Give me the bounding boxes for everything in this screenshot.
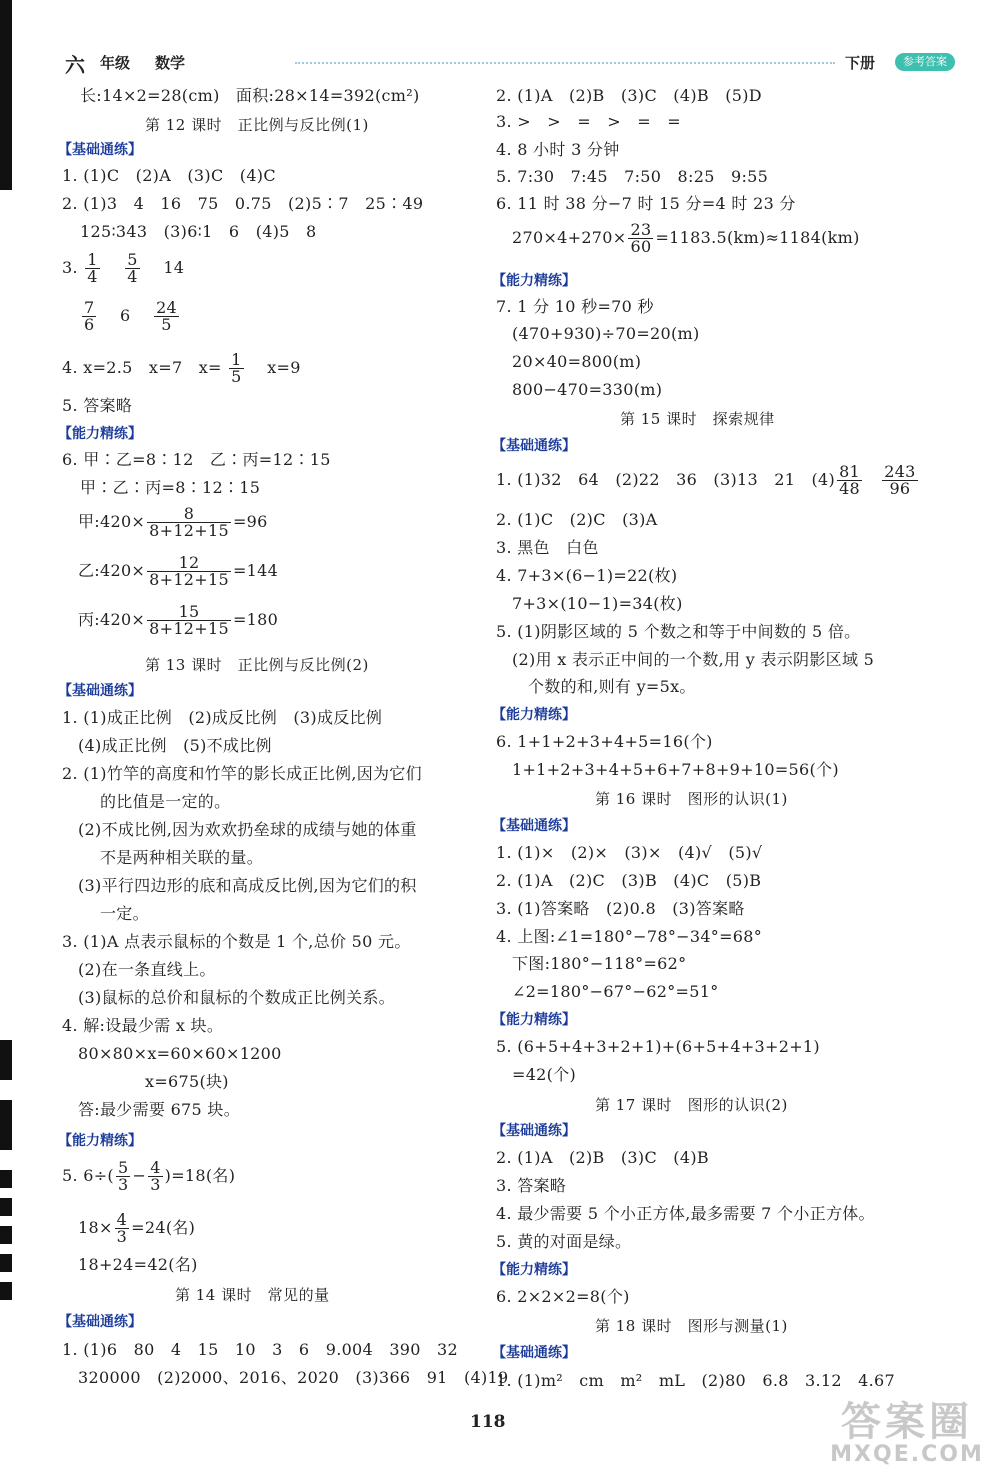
text-line: 的比值是一定的。	[100, 792, 231, 811]
answer-badge: 参考答案	[895, 53, 955, 71]
section-label: 【基础通练】	[58, 1314, 142, 1330]
text-line: 1. (1)m² cm m² mL (2)80 6.8 3.12 4.67	[496, 1371, 895, 1390]
text-line: 2. (1)3 4 16 75 0.75 (2)5∶7 25∶49	[62, 194, 424, 213]
answer-row	[62, 1160, 235, 1193]
text-line: 答:最少需要 675 块。	[78, 1100, 241, 1119]
fraction: $\frac{243}{96}$	[884, 462, 916, 498]
fraction: $\frac{4}{3}$	[116, 1210, 128, 1246]
lesson-title: 第 18 课时 图形与测量(1)	[595, 1317, 788, 1335]
watermark-title: 答案圈	[841, 1399, 973, 1445]
watermark	[822, 1390, 992, 1475]
text-line: (2)不成比例,因为欢欢扔垒球的成绩与她的体重	[78, 820, 417, 839]
header-divider	[295, 62, 835, 64]
answer-text: 270×4+270×	[512, 228, 627, 247]
answer-row	[512, 222, 860, 255]
text-line: 下图:180°−118°=62°	[512, 954, 687, 973]
answer-value: 6	[120, 306, 131, 325]
answer-text: =180	[232, 610, 279, 629]
fraction: $\frac{15}{8+12+15}$	[149, 602, 229, 638]
answer-text: 18×	[78, 1218, 113, 1237]
binding-edge	[0, 0, 14, 1481]
subject-label: 数学	[155, 54, 186, 72]
answer-value: 14	[163, 258, 185, 277]
answer-text: 1. (1)32 64 (2)22 36 (3)13 21 (4)	[496, 470, 836, 489]
grade-char: 六	[65, 53, 85, 77]
text-line: 6. 甲∶乙=8∶12 乙∶丙=12∶15	[62, 450, 331, 469]
fraction: $\frac{12}{8+12+15}$	[149, 553, 229, 589]
text-line: 3. (1)A 点表示鼠标的个数是 1 个,总价 50 元。	[62, 932, 411, 951]
lesson-title: 第 12 课时 正比例与反比例(1)	[145, 116, 369, 134]
text-line: 125∶343 (3)6∶1 6 (4)5 8	[80, 222, 317, 241]
text-line: 个数的和,则有 y=5x。	[528, 677, 696, 696]
text-line: (2)用 x 表示正中间的一个数,用 y 表示阴影区域 5	[512, 650, 875, 669]
text-line: 7. 1 分 10 秒=70 秒	[496, 297, 654, 316]
text-line: 2. (1)A (2)C (3)B (4)C (5)B	[496, 871, 762, 890]
fraction: $\frac{5}{4}$	[127, 250, 138, 286]
fraction: $\frac{5}{3}$	[117, 1158, 129, 1194]
text-line: 2. (1)A (2)B (3)C (4)B (5)D	[496, 86, 762, 105]
text-line: 一定。	[100, 904, 149, 923]
text-line: 4. 最少需要 5 个小正方体,最多需要 7 个小正方体。	[496, 1204, 875, 1223]
text-line: 6. 1+1+2+3+4+5=16(个)	[496, 732, 713, 751]
text-line: 1. (1)成正比例 (2)成反比例 (3)成反比例	[62, 708, 383, 727]
answer-text: 5. 6÷(	[62, 1166, 114, 1185]
section-label: 【基础通练】	[492, 1123, 576, 1139]
text-line: 1+1+2+3+4+5+6+7+8+9+10=56(个)	[512, 760, 839, 779]
text-line: 5. (6+5+4+3+2+1)+(6+5+4+3+2+1)	[496, 1037, 820, 1056]
section-label: 【基础通练】	[492, 438, 576, 454]
section-label: 【能力精练】	[58, 1133, 142, 1149]
text-line: ∠2=180°−67°−62°=51°	[512, 982, 719, 1001]
answer-row	[78, 1212, 195, 1245]
answer-row	[78, 604, 278, 637]
fraction: $\frac{7}{6}$	[84, 298, 95, 334]
text-line: 800−470=330(m)	[512, 380, 663, 399]
text-line: 6. 2×2×2=8(个)	[496, 1287, 630, 1306]
text-line: 7+3×(10−1)=34(枚)	[512, 594, 683, 613]
answer-text: −	[132, 1166, 147, 1185]
text-line: 20×40=800(m)	[512, 352, 642, 371]
section-label: 【基础通练】	[492, 1345, 576, 1361]
section-label: 【能力精练】	[492, 707, 576, 723]
text-line: 长:14×2=28(cm) 面积:28×14=392(cm²)	[80, 86, 420, 105]
answer-text: =96	[232, 512, 268, 531]
text-line: 5. 7:30 7:45 7:50 8:25 9:55	[496, 167, 769, 186]
text-line: (3)平行四边形的底和高成反比例,因为它们的积	[78, 876, 417, 895]
section-label: 【基础通练】	[58, 142, 142, 158]
lesson-title: 第 17 课时 图形的认识(2)	[595, 1096, 788, 1114]
text-line: 6. 11 时 38 分−7 时 15 分=4 时 23 分	[496, 194, 796, 213]
text-line: 4. 解:设最少需 x 块。	[62, 1016, 224, 1035]
section-label: 【基础通练】	[58, 683, 142, 699]
answer-row	[78, 555, 278, 588]
text-line: 320000 (2)2000、2016、2020 (3)366 91 (4)19	[78, 1368, 509, 1387]
text-line: 18+24=42(名)	[78, 1255, 198, 1274]
answer-text: =144	[232, 561, 279, 580]
answer-text: =24(名)	[131, 1218, 196, 1237]
section-label: 【能力精练】	[492, 273, 576, 289]
text-line: 不是两种相关联的量。	[100, 848, 264, 867]
text-line: 1. (1)6 80 4 15 10 3 6 9.004 390 32	[62, 1340, 459, 1359]
answer-text: 甲:420×	[78, 512, 146, 531]
text-line: 3. > > = > = =	[496, 112, 681, 131]
answer-row	[62, 352, 301, 385]
fraction: $\frac{4}{3}$	[150, 1158, 161, 1194]
text-line: (4)成正比例 (5)不成比例	[78, 736, 272, 755]
fraction: $\frac{24}{5}$	[156, 298, 178, 334]
item-number: 3.	[62, 258, 78, 277]
answer-row	[496, 464, 920, 497]
text-line: (2)在一条直线上。	[78, 960, 216, 979]
lesson-title: 第 15 课时 探索规律	[620, 410, 775, 428]
answer-text: )=18(名)	[164, 1166, 236, 1185]
answer-row	[80, 300, 181, 333]
page-header	[60, 52, 947, 77]
fraction: $\frac{8}{8+12+15}$	[149, 504, 229, 540]
lesson-title: 第 13 课时 正比例与反比例(2)	[145, 656, 369, 674]
section-label: 【能力精练】	[492, 1262, 576, 1278]
section-label: 【基础通练】	[492, 818, 576, 834]
answer-row	[62, 252, 184, 285]
text-line: 2. (1)C (2)C (3)A	[496, 510, 658, 529]
section-label: 【能力精练】	[58, 426, 142, 442]
text-line: 80×80×x=60×60×1200	[78, 1044, 282, 1063]
text-line: 5. 黄的对面是绿。	[496, 1232, 632, 1251]
text-line: 4. 7+3×(6−1)=22(枚)	[496, 566, 678, 585]
text-line: 3. 黑色 白色	[496, 538, 599, 557]
lesson-title: 第 14 课时 常见的量	[175, 1286, 330, 1304]
text-line: (470+930)÷70=20(m)	[512, 324, 700, 343]
lesson-title: 第 16 课时 图形的认识(1)	[595, 790, 788, 808]
answer-text: 4. x=2.5 x=7 x=	[62, 358, 222, 377]
answer-row	[78, 506, 268, 539]
text-line: 1. (1)C (2)A (3)C (4)C	[62, 166, 276, 185]
text-line: 4. 上图:∠1=180°−78°−34°=68°	[496, 927, 763, 946]
text-line: 2. (1)A (2)B (3)C (4)B	[496, 1148, 709, 1167]
fraction: $\frac{1}{5}$	[231, 350, 242, 386]
text-line: 4. 8 小时 3 分钟	[496, 140, 620, 159]
section-label: 【能力精练】	[492, 1012, 576, 1028]
text-line: 2. (1)竹竿的高度和竹竿的影长成正比例,因为它们	[62, 764, 422, 783]
text-line: 3. (1)答案略 (2)0.8 (3)答案略	[496, 899, 745, 918]
text-line: 甲∶乙∶丙=8∶12∶15	[80, 478, 261, 497]
text-line: 1. (1)× (2)× (3)× (4)√ (5)√	[496, 843, 763, 862]
answer-text: x=9	[267, 358, 301, 377]
text-line: x=675(块)	[145, 1072, 229, 1091]
volume-label: 下册	[845, 54, 876, 72]
page-number: 118	[470, 1412, 506, 1432]
fraction: $\frac{1}{4}$	[87, 250, 98, 286]
answer-text: 丙:420×	[78, 610, 146, 629]
text-line: =42(个)	[512, 1065, 577, 1084]
grade-label: 年级	[100, 54, 131, 72]
text-line: 3. 答案略	[496, 1176, 567, 1195]
text-line: 5. (1)阴影区域的 5 个数之和等于中间数的 5 倍。	[496, 622, 861, 641]
fraction: $\frac{81}{48}$	[839, 462, 861, 498]
text-line: (3)鼠标的总价和鼠标的个数成正比例关系。	[78, 988, 395, 1007]
fraction: $\frac{23}{60}$	[630, 220, 652, 256]
answer-text: =1183.5(km)≈1184(km)	[655, 228, 860, 247]
watermark-url: MXQE.COM	[830, 1442, 984, 1467]
text-line: 5. 答案略	[62, 396, 133, 415]
answer-text: 乙:420×	[78, 561, 146, 580]
